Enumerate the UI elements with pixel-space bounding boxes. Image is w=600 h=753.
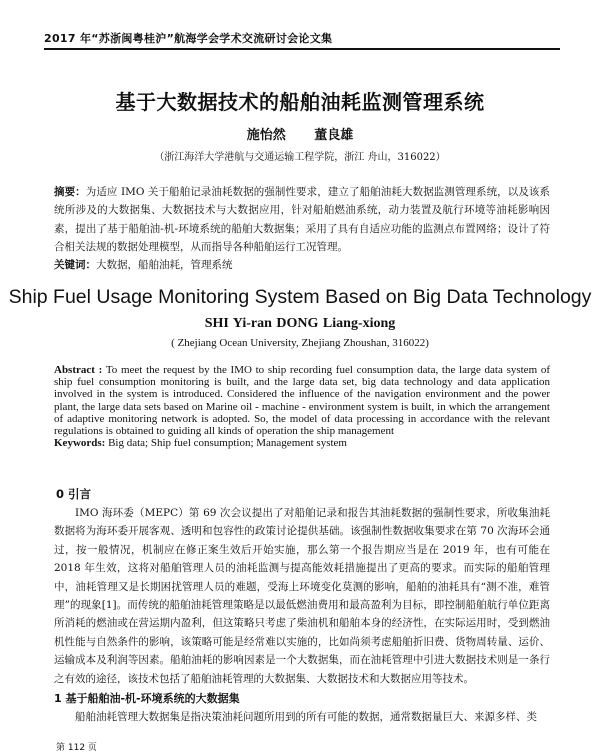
english-keywords xyxy=(54,437,550,449)
running-head: 2017 年“苏浙闽粤桂沪”航海学会学术交流研讨会论文集 xyxy=(44,32,333,45)
chinese-keywords-label: 关键词： xyxy=(54,259,96,271)
header-divider xyxy=(44,48,560,50)
chinese-title: 基于大数据技术的船舶油耗监测管理系统 xyxy=(115,90,485,114)
english-abstract-text: To meet the request by the IMO to ship recording fuel consumption data, the large data system of ship fuel consumption monitoring is built, and the large data set, big data technology and data application involved in the system is introduced. Considered the influence of the navigation environment and the power plant, the large data sets based on Marine oil - machine - environment system is built, in which the arrangement of adaptive monitoring network is adopted. So, the model of data processing in accordance with the relevant regulations is obtained to guiding all kinds of operation the ship management xyxy=(54,364,550,438)
english-title: Ship Fuel Usage Monitoring System Based on Big Data Technology xyxy=(8,286,592,308)
page-footer: 第 112 页 xyxy=(56,743,97,753)
chinese-authors: 施怡然 董良雄 xyxy=(246,128,354,143)
english-abstract xyxy=(54,364,550,437)
chinese-affiliation: （浙江海洋大学港航与交通运输工程学院，浙江 舟山，316022） xyxy=(154,152,446,163)
english-keywords-label: Keywords: xyxy=(54,437,106,449)
english-affiliation: ( Zhejiang Ocean University, Zhejiang Zhoushan, 316022) xyxy=(171,337,429,349)
english-keywords-text: Big data; Ship fuel consumption; Management system xyxy=(108,437,347,449)
english-authors: SHI Yi-ran DONG Liang-xiong xyxy=(204,316,396,331)
english-abstract-label: Abstract : xyxy=(54,364,103,376)
section-0-heading: 0 引言 xyxy=(56,487,92,501)
section-0-paragraph: IMO 海环委（MEPC）第 69 次会议提出了对船舶记录和报告其油耗数据的强制性要求，所收集油耗数据将为海环委开展客观、透明和包容性的政策讨论提供基础。该强制性数据收集要求在第 70 次海环会通过，按一般情况，机制应在修正案生效后开始实施，那么第一个报告期应当是在 2019 年，也有可能在 2018 年生效，这将对船舶管理人员的油耗监测与提高能效耗措施提出了更高的要求。而实际的船舶管理中，油耗管理又是长期困扰管理人员的难题，受海上环境变化莫测的影响，船舶的油耗具有“测不准，难管理”的现象[1]。而传统的船舶油耗管理策略是以最低燃油费用和最高盈利为目标，即控制船舶航行单位距离所消耗的燃油或在营运期内盈利，但这策略只考虑了柴油机和船舶本身的经济性，在实际运用时，受到燃油机性能与自然条件的影响，该策略可能是经常难以实施的，比如尚须考虑船舶折旧费、货物周转量、运价、运输成本及利润等因素。船舶油耗的影响因素是一个大数据集，而在油耗管理中引进大数据技术则是一条行之有效的途径，该技术包括了船舶油耗管理的大数据集、大数据技术和大数据应用等技术。 xyxy=(54,507,550,685)
chinese-abstract-text: 为适应 IMO 关于船舶记录油耗数据的强制性要求，建立了船舶油耗大数据监测管理系统，以及该系统所涉及的大数据集、大数据技术与大数据应用，针对船舶燃油系统，动力装置及航行环境等油耗影响因素，提出了基于船舶油-机-环境系统的船舶大数据集；采用了具有自适应功能的监测点布置网络；设计了符合相关法规的数据处理模型，从而指导各种船舶运行工况管理。 xyxy=(54,186,551,254)
section-1-paragraph: 船舶油耗管理大数据集是指决策油耗问题所用到的所有可能的数据，通常数据量巨大、来源多样、类 xyxy=(75,711,537,723)
chinese-keywords-text: 大数据，船舶油耗，管理系统 xyxy=(96,259,233,271)
chinese-abstract xyxy=(54,183,550,257)
section-1-heading: 1 基于船舶油-机-环境系统的大数据集 xyxy=(54,692,240,705)
chinese-abstract-label: 摘要： xyxy=(54,186,86,198)
chinese-keywords xyxy=(54,257,550,272)
